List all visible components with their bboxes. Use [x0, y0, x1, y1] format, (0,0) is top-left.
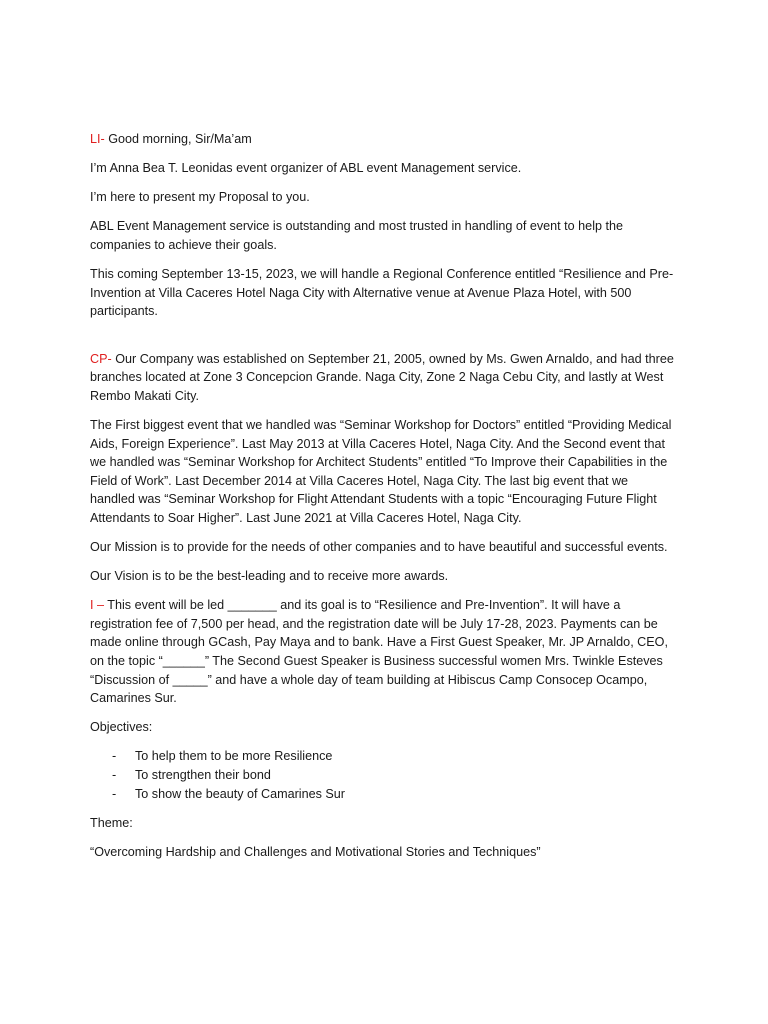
event-paragraph-text: This event will be led _______ and its goal is to “Resilience and Pre-Invention”. It will have a registration fee of 7,500 per head, and the registration date will be July 17-28, 2023. Payments can be made online through GCash, Pay Maya and to bank. Have a First Guest Speaker, Mr. JP Arnaldo, CEO, on the topic “______” The Second Guest Speaker is Business successful women Mrs. Twinkle Esteves “Discussion of _____” and have a whole day of team building at Hibiscus Camp Consocep Ocampo, Camarines Sur. — [90, 598, 668, 706]
greeting-paragraph — [90, 130, 675, 149]
objective-text: To help them to be more Resilience — [135, 749, 333, 764]
intro-paragraph-1: I’m Anna Bea T. Leonidas event organizer of ABL event Management service. — [90, 161, 522, 176]
theme-text: “Overcoming Hardship and Challenges and Motivational Stories and Techniques” — [90, 844, 541, 859]
objectives-list — [90, 747, 675, 803]
objective-text: To strengthen their bond — [135, 768, 271, 783]
theme-label: Theme: — [90, 815, 133, 830]
section-tag-cp: CP- — [90, 351, 112, 366]
company-paragraph-2: The First biggest event that we handled was “Seminar Workshop for Doctors” entitled “Providing Medical Aids, Foreign Experience”. Last May 2013 at Villa Caceres Hotel, Naga City. And the Second event that we handled was “Seminar Workshop for Architect Students” entitled “To Improve their Capabilities in the Field of Work”. Last December 2014 at Villa Caceres Hotel, Naga City. The last big event that we handled was “Seminar Workshop for Flight Attendant Students with a topic “Encouraging Future Flight Attendants to Soar Higher”. Last June 2021 at Villa Caceres Hotel, Naga City. — [90, 418, 672, 525]
company-paragraph-1 — [90, 350, 675, 406]
greeting-text: Good morning, Sir/Ma’am — [104, 132, 252, 146]
event-paragraph — [90, 596, 675, 708]
bullet-dash: - — [112, 786, 117, 801]
list-item — [90, 766, 675, 785]
bullet-dash: - — [112, 749, 117, 764]
bullet-dash: - — [112, 768, 117, 783]
list-item — [90, 747, 675, 766]
objective-text: To show the beauty of Camarines Sur — [135, 786, 346, 801]
vision-paragraph: Our Vision is to be the best-leading and to receive more awards. — [90, 569, 449, 584]
section-tag-i: I – — [90, 598, 105, 613]
intro-paragraph-2: I’m here to present my Proposal to you. — [90, 190, 310, 205]
intro-paragraph-3: ABL Event Management service is outstanding and most trusted in handling of event to help the companies to achieve their goals. — [90, 219, 623, 252]
company-paragraph-1-text: Our Company was established on September 21, 2005, owned by Ms. Gwen Arnaldo, and had three branches located at Zone 3 Concepcion Grande. Naga City, Zone 2 Naga Cebu City, and lastly at West Rembo Makati City. — [90, 351, 674, 403]
section-tag-li: LI- — [90, 132, 105, 146]
document-page — [90, 130, 675, 872]
mission-paragraph: Our Mission is to provide for the needs of other companies and to have beautiful and successful events. — [90, 540, 668, 555]
intro-paragraph-4: This coming September 13-15, 2023, we will handle a Regional Conference entitled “Resilience and Pre-Invention at Villa Caceres Hotel Naga City with Alternative venue at Avenue Plaza Hotel, with 500 participants. — [90, 266, 674, 319]
objectives-label: Objectives: — [90, 720, 153, 735]
list-item — [90, 785, 675, 804]
